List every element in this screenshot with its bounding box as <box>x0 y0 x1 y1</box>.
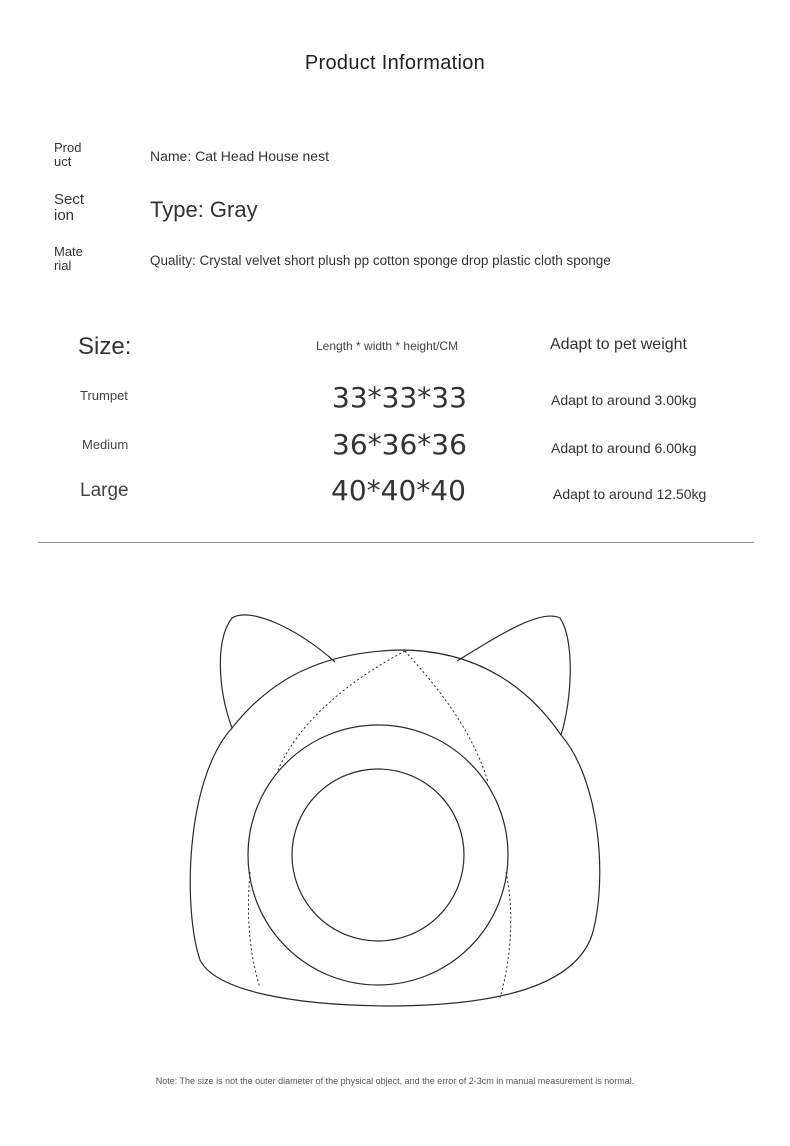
weight-header: Adapt to pet weight <box>550 336 687 353</box>
material-label: Mate rial <box>54 244 83 273</box>
size-row-large-dims: 40*40*40 <box>331 474 466 507</box>
size-row-medium-dims: 36*36*36 <box>332 428 467 461</box>
entrance-outer-ring <box>248 725 508 985</box>
measurement-note: Note: The size is not the outer diameter of the physical object, and the error of 2-3cm in manual measurement is normal. <box>155 1076 635 1086</box>
section-label: Sect ion <box>54 191 85 224</box>
size-row-trumpet-name: Trumpet <box>80 388 128 403</box>
entrance-inner-opening <box>292 769 464 941</box>
dimensions-header: Length * width * height/CM <box>316 339 459 353</box>
page-title: Product Information <box>304 52 486 74</box>
size-row-large-weight: Adapt to around 12.50kg <box>553 486 707 502</box>
section-divider <box>38 542 754 543</box>
left-ear <box>220 615 335 728</box>
product-label: Prod uct <box>54 140 82 169</box>
size-row-medium-name: Medium <box>82 437 129 452</box>
product-quality: Quality: Crystal velvet short plush pp cotton sponge drop plastic cloth sponge <box>150 253 611 268</box>
product-type: Type: Gray <box>150 197 258 222</box>
seam-bottom-left <box>248 872 260 988</box>
size-row-trumpet-weight: Adapt to around 3.00kg <box>551 392 697 408</box>
seam-bottom-right <box>500 872 511 998</box>
size-row-large-name: Large <box>80 480 129 501</box>
size-heading: Size: <box>78 333 132 360</box>
size-row-trumpet-dims: 33*33*33 <box>332 381 467 414</box>
right-ear <box>457 616 570 735</box>
house-body-outline <box>190 650 600 1006</box>
seam-top-left <box>278 651 405 770</box>
product-name: Name: Cat Head House nest <box>150 148 329 164</box>
size-row-medium-weight: Adapt to around 6.00kg <box>551 440 697 456</box>
seam-top-right <box>405 651 488 782</box>
cat-house-line-drawing <box>0 600 790 1020</box>
